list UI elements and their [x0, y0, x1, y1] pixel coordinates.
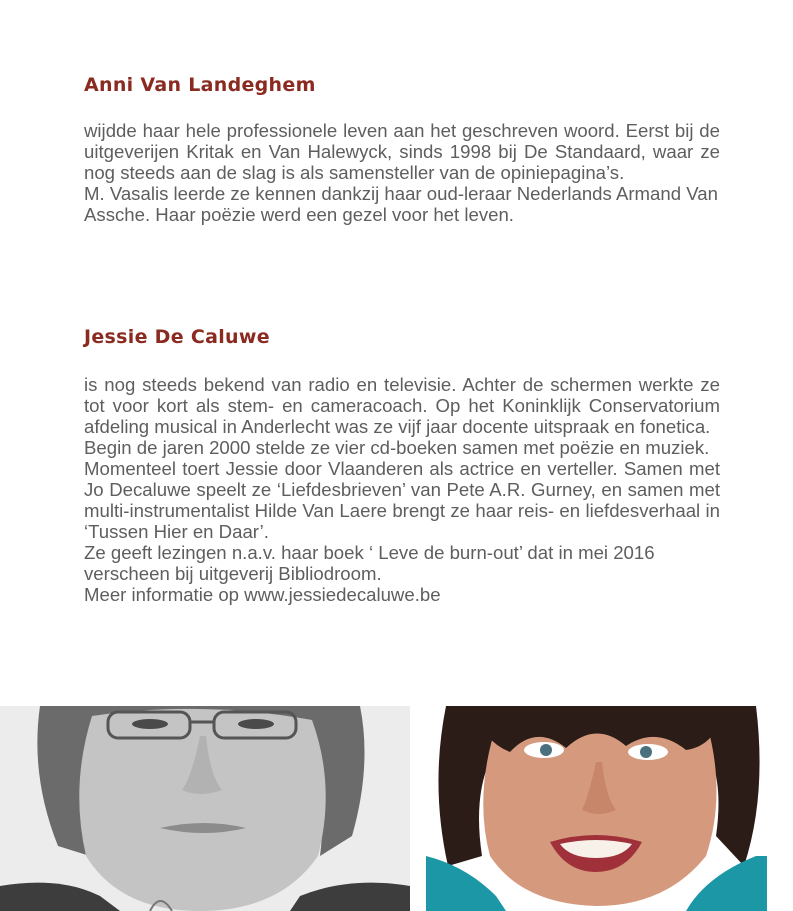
bio-paragraph: Ze geeft lezingen n.a.v. haar boek ‘ Leve de burn-out’ dat in mei 2016 verscheen bij uitgeverij Bibliodroom. — [84, 542, 655, 584]
portrait-jessie-illustration — [426, 706, 767, 911]
bio-paragraph: Momenteel toert Jessie door Vlaanderen als actrice en verteller. Samen met Jo Decaluwe speelt ze ‘Liefdesbrieven’ van Pete A.R. Gurney, en samen met multi-instrumentalist Hilde Van Laere brengt ze haar reis- en liefdesverhaal in ‘Tussen Hier en Daar’. — [84, 458, 720, 542]
bio-jessie-de-caluwe — [84, 326, 720, 605]
bio-body — [84, 120, 720, 225]
bio-paragraph: Begin de jaren 2000 stelde ze vier cd-boeken samen met poëzie en muziek. — [84, 437, 710, 458]
bio-website-line: Meer informatie op www.jessiedecaluwe.be — [84, 584, 441, 605]
bio-paragraph: M. Vasalis leerde ze kennen dankzij haar oud-leraar Nederlands Armand Van Assche. Haar poëzie werd een gezel voor het leven. — [84, 183, 718, 225]
bio-paragraph: wijdde haar hele professionele leven aan het geschreven woord. Eerst bij de uitgeverijen Kritak en Van Halewyck, sinds 1998 bij De Standaard, waar ze nog steeds aan de slag is als samensteller van de opiniepagina’s. — [84, 120, 720, 183]
bio-name: Anni Van Landeghem — [84, 74, 316, 96]
portrait-anni-van-landeghem — [0, 706, 410, 911]
portrait-jessie-de-caluwe — [426, 706, 767, 911]
bio-body — [84, 374, 720, 605]
portrait-anni-illustration — [0, 706, 410, 911]
bio-paragraph: is nog steeds bekend van radio en televisie. Achter de schermen werkte ze tot voor kort als stem- en cameracoach. Op het Koninklijk Conservatorium afdeling musical in Anderlecht was ze vijf jaar docente uitspraak en fonetica. — [84, 374, 720, 437]
bio-name: Jessie De Caluwe — [84, 326, 270, 348]
bio-anni-van-landeghem — [84, 74, 720, 225]
